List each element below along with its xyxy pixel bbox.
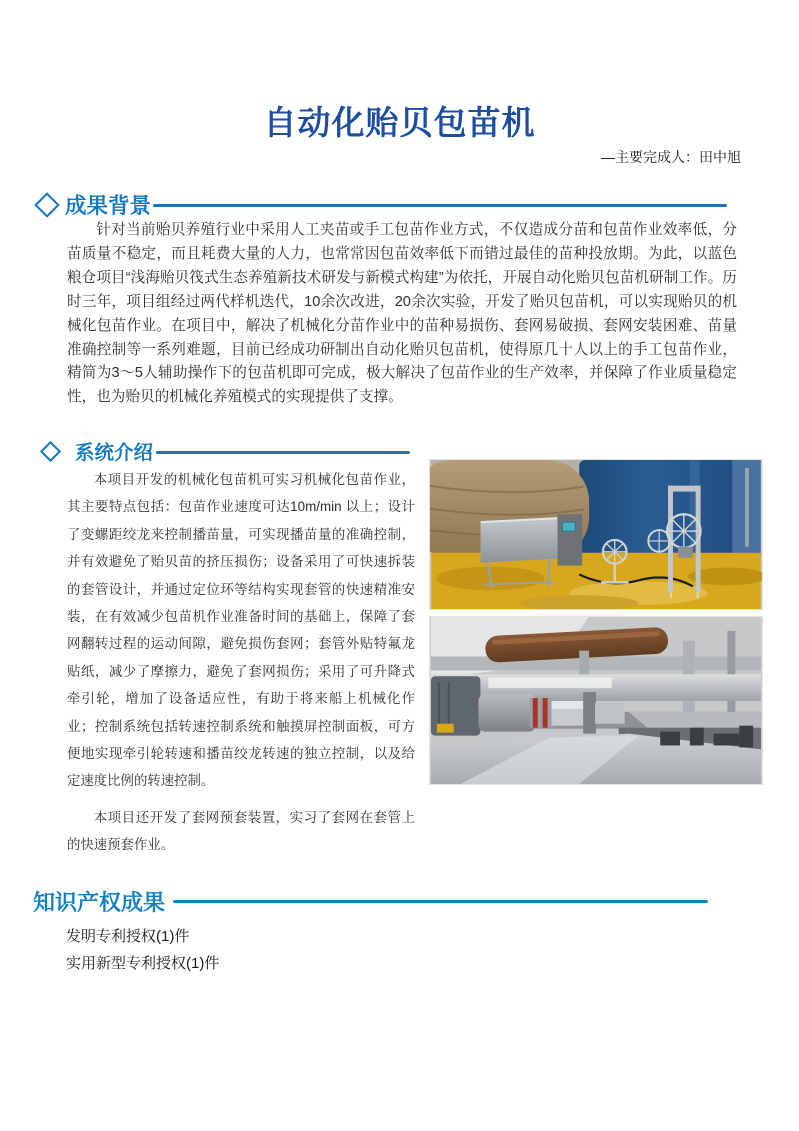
section-heading-ip: 知识产权成果 [33, 890, 166, 915]
page-title: 自动化贻贝包苗机 [263, 104, 536, 141]
section-rule [156, 451, 410, 454]
machine-overview-photo [429, 459, 763, 610]
background-paragraph: 针对当前贻贝养殖行业中采用人工夹苗或手工包苗作业方式，不仅造成分苗和包苗作业效率低，分苗质量不稳定，而且耗费大量的人力，也常常因包苗效率低下而错过最佳的苗种投放期。为此，以蓝色粮仓项目“浅海贻贝筏式生态养殖新技术研发与新模式构建”为依托，开展自动化贻贝包苗机研制工作。历时三年，项目组经过两代样机迭代，10余次改进，20余次实验，开发了贻贝包苗机，可以实现贻贝的机械化包苗作业。在项目中，解决了机械化分苗作业中的苗种易损伤、套网易破损、套网安装困难、苗量准确控制等一系列难题，目前已经成功研制出自动化贻贝包苗机，使得原几十人以上的手工包苗作业，精简为3～5人辅助操作下的包苗机即可完成，极大解决了包苗作业的生产效率，并保障了作业质量稳定性，也为贻贝的机械化养殖模式的实现提供了支撑。 [67, 222, 737, 406]
section-rule [173, 900, 708, 903]
system-paragraph-2: 本项目还开发了套网预套装置，实习了套网在套管上的快速预套作业。 [67, 809, 415, 853]
section-header-background [36, 189, 151, 220]
photo-column [429, 459, 763, 785]
diamond-icon [34, 192, 59, 217]
system-paragraph-1: 本项目开发的机械化包苗机可实习机械化包苗作业，其主要特点包括：包苗作业速度可达10m/min 以上；设计了变螺距绞龙来控制播苗量，可实现播苗量的准确控制，并有效避免了贻贝苗的挤压损伤；设备采用了可快速拆装的套管设计，并通过定位环等结构实现套管的快速精准安装，在有效减少包苗机作业准备时间的基础上，保障了套网翻转过程的运动间隙，避免损伤套网；套管外贴特氟龙贴纸，减少了摩擦力，避免了套网损伤；采用了可升降式牵引轮，增加了设备适应性，有助于将来船上机械化作业；控制系统包括转速控制系统和触摸屏控制面板，可方便地实现牵引轮转速和播苗绞龙转速的独立控制，以及给定速度比例的转速控制。 [67, 472, 415, 789]
system-text-column [67, 466, 415, 859]
section-header-ip [33, 886, 165, 917]
section-heading-system: 系统介绍 [75, 442, 154, 464]
diamond-icon [40, 440, 61, 461]
ip-item-invention-patent: 发明专利授权(1)件 [66, 928, 190, 945]
section-heading-background: 成果背景 [65, 194, 152, 218]
machine-detail-photo [429, 616, 763, 785]
byline: —主要完成人：田中旭 [601, 149, 741, 165]
ip-item-utility-patent: 实用新型专利授权(1)件 [66, 954, 220, 972]
section-rule [153, 204, 727, 207]
ip-result-list [66, 924, 219, 977]
section-header-system [39, 437, 153, 465]
